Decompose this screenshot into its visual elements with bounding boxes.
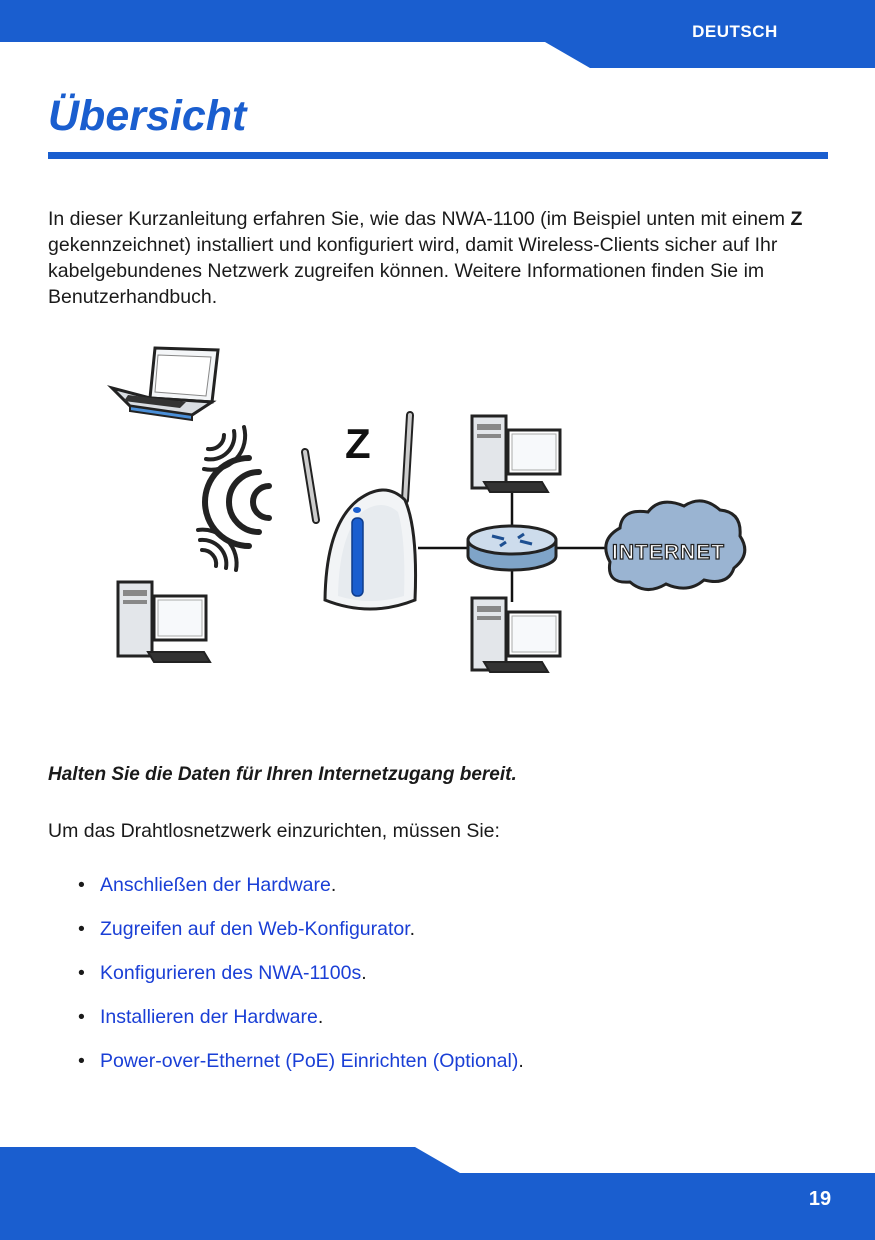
- desktop-pc-icon: [472, 598, 560, 672]
- language-label: DEUTSCH: [692, 22, 778, 41]
- list-item: [78, 1004, 524, 1048]
- list-item: [78, 872, 524, 916]
- step-suffix: .: [330, 874, 337, 896]
- page-title: Übersicht: [48, 92, 247, 140]
- laptop-icon: [112, 348, 218, 420]
- intro-marker: Z: [790, 208, 803, 230]
- step-suffix: .: [317, 1006, 324, 1028]
- internet-cloud-icon: [606, 501, 745, 590]
- steps-lead-text: Um das Drahtlosnetzwerk einzurichten, müssen Sie:: [48, 820, 500, 842]
- step-link[interactable]: Installieren der Hardware: [100, 1006, 318, 1028]
- footer-band: [0, 1145, 875, 1240]
- network-diagram: [100, 340, 750, 680]
- bullet: •: [78, 962, 85, 984]
- bullet: •: [78, 918, 85, 940]
- list-item: [78, 916, 524, 960]
- list-item: [78, 1048, 524, 1092]
- step-suffix: .: [409, 918, 416, 940]
- step-link[interactable]: Anschließen der Hardware: [100, 874, 331, 896]
- step-suffix: .: [361, 962, 367, 984]
- internet-label: INTERNET: [612, 541, 725, 564]
- bullet: •: [78, 874, 85, 896]
- device-marker-label: Z: [345, 420, 371, 467]
- bullet: •: [78, 1006, 85, 1028]
- step-link[interactable]: Zugreifen auf den Web-Konfigurator: [100, 918, 410, 940]
- intro-paragraph: [48, 206, 828, 310]
- bullet: •: [78, 1050, 85, 1072]
- desktop-pc-icon: [118, 582, 210, 662]
- list-item: [78, 960, 524, 1004]
- page-number: 19: [808, 1188, 832, 1210]
- step-link[interactable]: Konfigurieren des NWA-1100s: [100, 962, 362, 984]
- title-divider: [48, 152, 828, 159]
- wireless-waves-icon: [198, 427, 269, 570]
- steps-list: [78, 872, 524, 1092]
- desktop-pc-icon: [472, 416, 560, 492]
- section-subheading: Halten Sie die Daten für Ihren Internetzugang bereit.: [48, 764, 517, 785]
- intro-text-part1: In dieser Kurzanleitung erfahren Sie, wie das NWA-1100 (im Beispiel unten mit einem: [48, 208, 791, 230]
- intro-text-part2: gekennzeichnet) installiert und konfiguriert wird, damit Wireless-Clients sicher auf Ihr kabelgebundenes Netzwerk zugreifen können. Weitere Informationen finden Sie im Benutzerhandbuch.: [48, 234, 778, 308]
- step-suffix: .: [518, 1050, 524, 1072]
- router-icon: [468, 526, 556, 570]
- step-link[interactable]: Power-over-Ethernet (PoE) Einrichten (Optional): [100, 1050, 519, 1072]
